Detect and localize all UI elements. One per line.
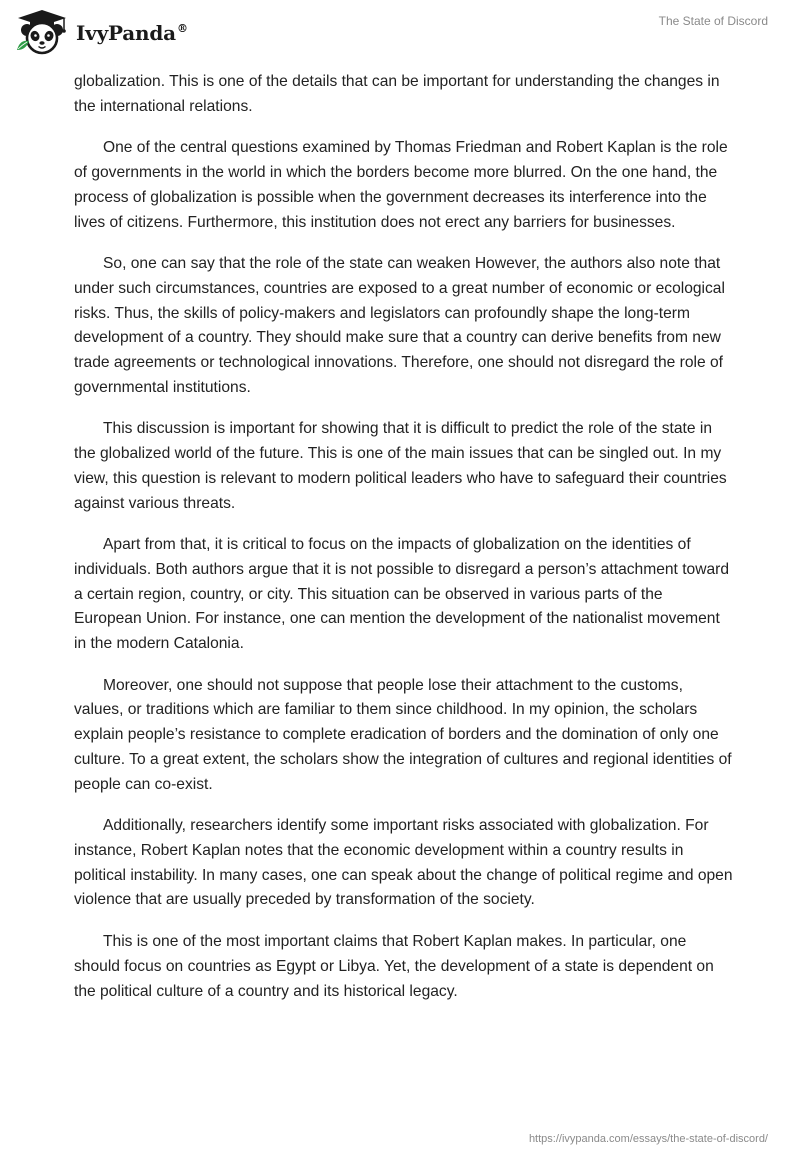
paragraph: Additionally, researchers identify some important risks associated with globalization. For instance, Robert Kaplan notes that the economic development within a country results in political instability. In many cases, one can speak about the change of political regime and open violence that are usually preceded by transformation of the society. [74, 817, 733, 909]
document-title: The State of Discord [658, 14, 768, 28]
paragraph: So, one can say that the role of the state can weaken However, the authors also note that under such circumstances, countries are exposed to a great number of economic or ecological risks. Thus, the skills of policy-makers and legislators can profoundly shape the long-term development of a country. They should make sure that a country can derive benefits from new trade agreements or technological innovations. Therefore, one should not disregard the role of governmental institutions. [74, 255, 725, 396]
paragraph: One of the central questions examined by Thomas Friedman and Robert Kaplan is the role of governments in the world in which the borders become more blurred. On the one hand, the process of globalization is possible when the government decreases its interference into the lives of citizens. Furthermore, this institution does not erect any barriers for businesses. [74, 139, 728, 231]
paragraph: globalization. This is one of the details that can be important for understanding the changes in the international relations. [74, 73, 720, 115]
logo-wordmark [76, 21, 188, 45]
source-url-link[interactable]: https://ivypanda.com/essays/the-state-of-discord/ [528, 1133, 768, 1145]
essay-body [74, 70, 734, 1021]
paragraph: Apart from that, it is critical to focus on the impacts of globalization on the identities of individuals. Both authors argue that it is not possible to disregard a person’s attachment toward a certain region, country, or city. This situation can be observed in various parts of the European Union. For instance, one can mention the development of the nationalist movement in the modern Catalonia. [74, 536, 730, 653]
ivypanda-logo[interactable] [14, 8, 188, 56]
paragraph: Moreover, one should not suppose that people lose their attachment to the customs, values, or traditions which are familiar to them since childhood. In my opinion, the scholars explain people’s resistance to complete eradication of borders and the domination of only one culture. To a great extent, the scholars show the integration of cultures and regional identities of people can co-exist. [74, 676, 732, 793]
paragraph: This is one of the most important claims that Robert Kaplan makes. In particular, one should focus on countries as Egypt or Libya. Yet, the development of a state is dependent on the political culture of a country and its historical legacy. [74, 933, 714, 1000]
paragraph: This discussion is important for showing that it is difficult to predict the role of the state in the globalized world of the future. This is one of the main issues that can be singled out. In my view, this question is relevant to modern political leaders who have to safeguard their countries against various threats. [74, 420, 727, 512]
page-header [0, 0, 800, 70]
panda-graduate-icon [14, 8, 70, 56]
logo-registered-mark: ® [176, 22, 188, 36]
logo-name: IvyPanda [76, 21, 176, 45]
